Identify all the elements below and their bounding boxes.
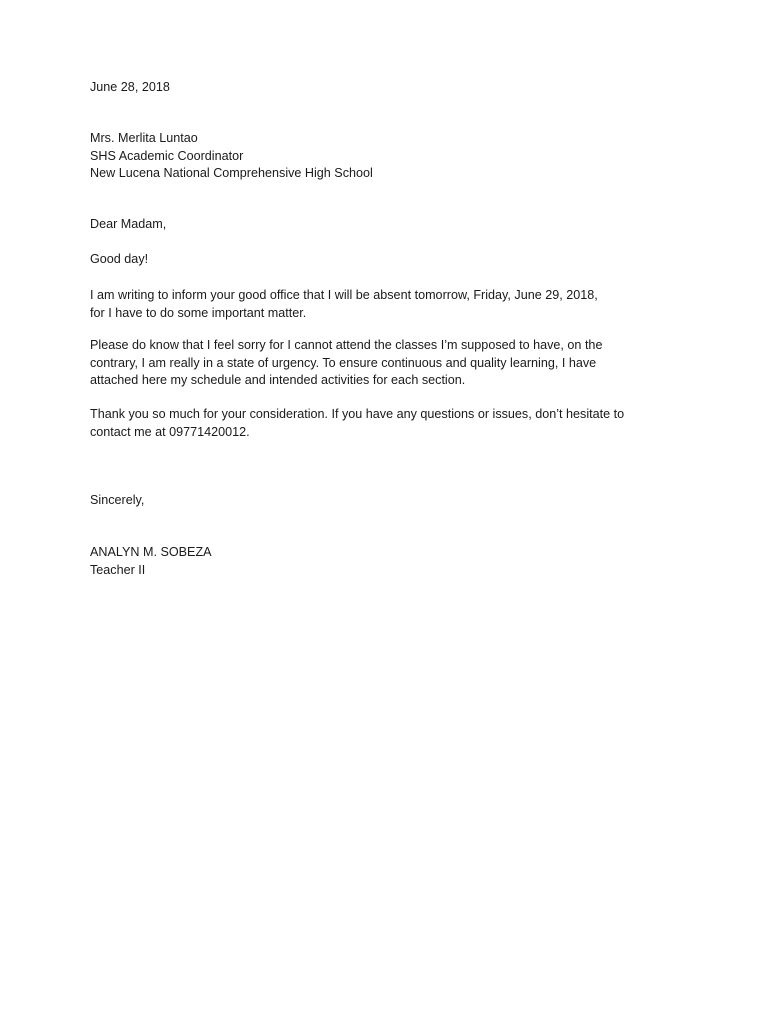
greeting-text: Good day! xyxy=(90,252,149,266)
body-paragraph-thanks xyxy=(90,406,690,441)
paragraph-line: Thank you so much for your consideration. If you have any questions or issues, don’t hesitate to xyxy=(90,407,625,421)
recipient-position: SHS Academic Coordinator xyxy=(90,148,244,163)
signer-name: ANALYN M. SOBEZA xyxy=(90,545,212,559)
paragraph-line: attached here my schedule and intended activities for each section. xyxy=(90,373,466,387)
date-text: June 28, 2018 xyxy=(90,80,170,94)
paragraph-line: Please do know that I feel sorry for I cannot attend the classes I’m supposed to have, on the xyxy=(90,338,603,352)
salutation-text: Dear Madam, xyxy=(90,217,167,231)
body-paragraph-apology xyxy=(90,337,690,390)
paragraph-line: contrary, I am really in a state of urgency. To ensure continuous and quality learning, I have xyxy=(90,355,597,370)
greeting xyxy=(90,251,690,269)
signer-title: Teacher II xyxy=(90,562,146,577)
paragraph-line: for I have to do some important matter. xyxy=(90,305,307,320)
complimentary-closing xyxy=(90,492,690,510)
body-paragraph-absence xyxy=(90,287,690,322)
paragraph-line: I am writing to inform your good office that I will be absent tomorrow, Friday, June 29, 2018, xyxy=(90,288,598,302)
recipient-address xyxy=(90,130,690,183)
letter-date xyxy=(90,79,690,97)
closing-text: Sincerely, xyxy=(90,493,145,507)
paragraph-line: contact me at 09771420012. xyxy=(90,424,250,439)
recipient-name: Mrs. Merlita Luntao xyxy=(90,131,198,145)
signature-block xyxy=(90,544,690,579)
recipient-school: New Lucena National Comprehensive High School xyxy=(90,166,373,180)
salutation xyxy=(90,216,690,234)
